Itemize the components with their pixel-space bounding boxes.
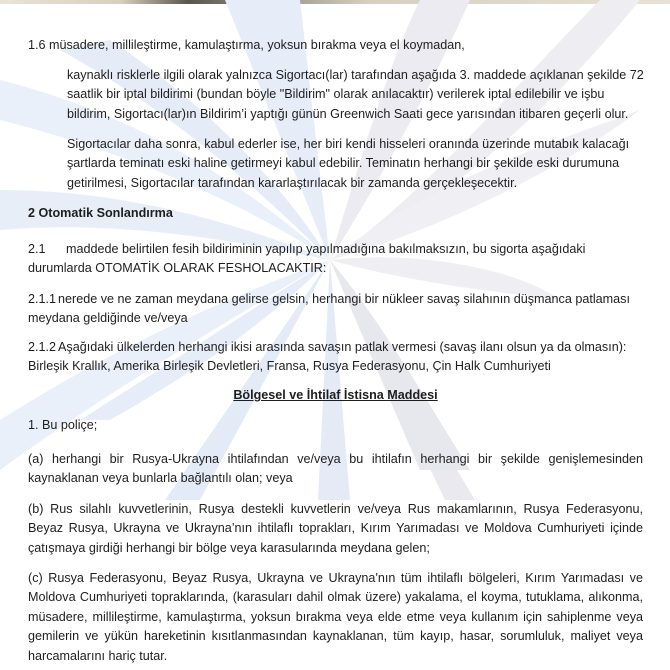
text-line: saatlik bir iptal bildirimi (bundan böyle "Bildirim" olarak anılacaktır) verilerek iptal edilebilir ve işbu: [67, 87, 605, 102]
clause-2-1-1: 2.1.1 nerede ve ne zaman meydana gelirse gelsin, herhangi bir nükleer savaş silahının düşmanca patlaması meydana geldiğinde ve/veya: [28, 292, 630, 326]
text-line: Sigortacılar daha sonra, kabul ederler ise, her biri kendi hisseleri oranında üzerinde mutabık kalacağı: [67, 137, 630, 151]
clause-number: 2.1: [28, 242, 46, 256]
clause-number: 2.1.2: [28, 340, 57, 354]
clause-2-1: 2.1 maddede belirtilen fesih bildiriminin yapılıp yapılmadığına bakılmaksızın, bu sigorta aşağıdaki durumlarda OTOMATİK OLARAK FESHOLACAKTIR:: [28, 242, 586, 276]
regional-clause-item-b: (b) Rus silahlı kuvvetlerinin, Rusya destekli kuvvetlerin ve/veya Rus makamlarının, Rusya Federasyonu, Beyaz Rusya, Ukrayna ve Ukrayna’nın ihtilaflı toprakları, Kırım Yarımadası ve Moldova Cumhuriyeti içinde çatışmaya girdiği herhangi bir bölge veya karasularında meydana gelen;: [28, 502, 643, 555]
text-line: getirilmesi, Sigortacılar tarafından kararlaştırılacak bir zamanda gerçekleşecektir.: [67, 175, 518, 190]
clause-1-6-intro: 1.6 müsadere, millileştirme, kamulaştırma, yoksun bırakma veya el koymadan,: [28, 38, 465, 52]
clause-number: 2.1.1: [28, 292, 57, 306]
text-line: bildirim, Sigortacı(lar)ın Bildirim’i yaptığı günün Greenwich Saati gece yarısından itibaren geçerli olur.: [67, 106, 629, 121]
regional-clause-item-a: (a) herhangi bir Rusya-Ukrayna ihtilafından ve/veya bu ihtilafın herhangi bir şekilde genişlemesinden kaynaklanan veya bunlarla bağlantılı olan; veya: [28, 452, 643, 486]
clause-1-6-paragraph-1: [67, 66, 644, 124]
text-line: kaynaklı risklerle ilgili olarak yalnızca Sigortacı(lar) tarafından aşağıda 3. maddede açıklanan şekilde 72: [67, 68, 644, 82]
clause-1-6-paragraph-2: [67, 135, 629, 193]
section-2-heading: 2 Otomatik Sonlandırma: [28, 206, 173, 220]
regional-clause-title: Bölgesel ve İhtilaf İstisna Maddesi: [233, 388, 438, 402]
regional-clause-intro: 1. Bu poliçe;: [28, 418, 98, 432]
regional-clause-item-c: (c) Rusya Federasyonu, Beyaz Rusya, Ukrayna ve Ukrayna'nın tüm ihtilaflı bölgeleri, Kırım Yarımadası ve Moldova Cumhuriyeti topraklarında, (karasuları dahil olmak üzere) yakalama, el koyma, tutuklama, alıkonma, müsadere, millileştirme, kamulaştırma, yoksun bırakma veya elde etme veya kullanım için sahiplenme veya gemilerin ve yükün hareketinin kısıtlanmasından kaynaklanan, tüm kayıp, hasar, sorumluluk, maliyet veya harcamalarını hariç tutar.: [28, 571, 643, 663]
text-line: şartlarda teminatı eski haline getirmeyi kabul edebilir. Teminatın herhangi bir şekilde eski durumuna: [67, 156, 620, 171]
clause-2-1-2: 2.1.2 Aşağıdaki ülkelerden herhangi ikisi arasında savaşın patlak vermesi (savaş ilanı olsun ya da olmasın): Birleşik Krallık, Amerika Birleşik Devletleri, Fransa, Rusya Federasyonu, Çin Halk Cumhuriyeti: [28, 340, 627, 374]
